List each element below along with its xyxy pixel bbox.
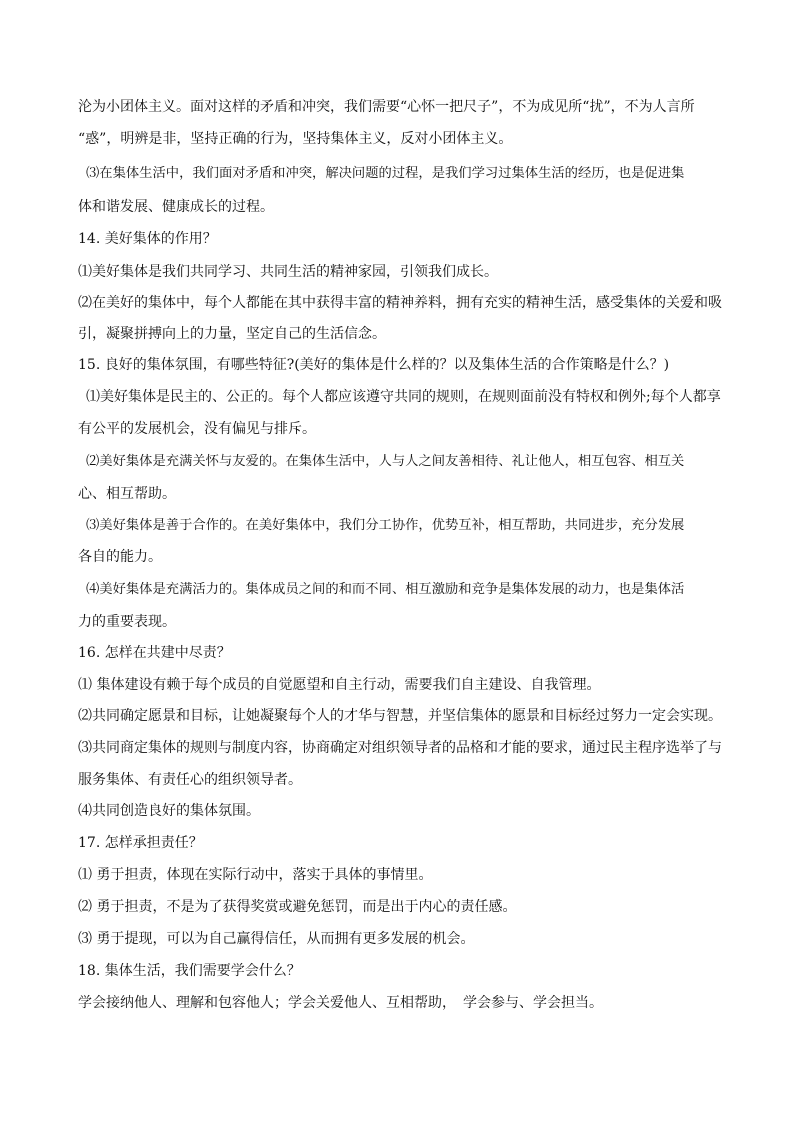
list-item-line: ⑶ 勇于提现，可以为自己赢得信任，从而拥有更多发展的机会。	[78, 931, 475, 947]
question-heading-14: 14. 美好集体的作用？	[78, 231, 217, 247]
paragraph-line: 有公平的发展机会，没有偏见与排斥。	[78, 421, 316, 437]
list-item-line: ⑶在集体生活中，我们面对矛盾和冲突，解决问题的过程，是我们学习过集体生活的经历，也是促进集	[86, 166, 685, 181]
list-item-line: ⑴美好集体是我们共同学习、共同生活的精神家园，引领我们成长。	[78, 264, 498, 280]
paragraph-line: 体和谐发展、健康成长的过程。	[78, 199, 274, 215]
paragraph-line: 各自的能力。	[78, 549, 162, 565]
paragraph-line: 力的重要表现。	[78, 614, 176, 630]
list-item-line: ⑵ 勇于担责，不是为了获得奖赏或避免惩罚，而是出于内心的责任感。	[78, 899, 517, 915]
list-item-line: ⑷共同创造良好的集体氛围。	[78, 803, 260, 819]
question-heading-17: 17. 怎样承担责任？	[78, 835, 203, 851]
list-item-line: ⑴美好集体是民主的、公正的。每个人都应该遵守共同的规则，在规则面前没有特权和例外;每个人都享	[86, 389, 721, 405]
question-heading-15: 15. 良好的集体氛围，有哪些特征?(美好的集体是什么样的？以及集体生活的合作策略是什么？)	[78, 357, 670, 373]
list-item-line: ⑶共同商定集体的规则与制度内容，协商确定对组织领导者的品格和才能的要求，通过民主程序选举了与	[78, 740, 722, 756]
paragraph-line: 学会接纳他人、理解和包容他人；学会关爱他人、互相帮助， 学会参与、学会担当。	[78, 995, 603, 1011]
list-item-line: ⑷美好集体是充满活力的。集体成员之间的和而不同、相互激励和竞争是集体发展的动力，也是集体活	[86, 582, 685, 597]
paragraph-line: “惑”，明辨是非，坚持正确的行为，坚持集体主义，反对小团体主义。	[78, 131, 513, 147]
paragraph-line: 服务集体、有责任心的组织领导者。	[78, 772, 302, 788]
paragraph-line: 心、相互帮助。	[78, 486, 176, 502]
paragraph-line: 引，凝聚拼搏向上的力量，坚定自己的生活信念。	[78, 326, 386, 342]
list-item-line: ⑴ 集体建设有赖于每个成员的自觉愿望和自主行动，需要我们自主建设、自我管理。	[78, 677, 601, 693]
list-item-line: ⑶美好集体是善于合作的。在美好集体中，我们分工协作，优势互补，相互帮助，共同进步，充分发展	[86, 518, 685, 533]
question-heading-18: 18. 集体生活，我们需要学会什么？	[78, 963, 301, 979]
list-item-line: ⑵美好集体是充满关怀与友爱的。在集体生活中，人与人之间友善相待、礼让他人，相互包容、相互关	[86, 454, 685, 469]
paragraph-line: 沦为小团体主义。面对这样的矛盾和冲突，我们需要“心怀一把尺子”，不为成见所“扰”，不为人言所	[78, 99, 695, 115]
list-item-line: ⑴ 勇于担责，体现在实际行动中，落实于具体的事情里。	[78, 867, 433, 883]
list-item-line: ⑵在美好的集体中，每个人都能在其中获得丰富的精神养料，拥有充实的精神生活，感受集体的关爱和吸	[78, 295, 722, 311]
list-item-line: ⑵共同确定愿景和目标，让她凝聚每个人的才华与智慧，并坚信集体的愿景和目标经过努力一定会实现。	[78, 708, 722, 724]
question-heading-16: 16. 怎样在共建中尽责？	[78, 645, 231, 661]
